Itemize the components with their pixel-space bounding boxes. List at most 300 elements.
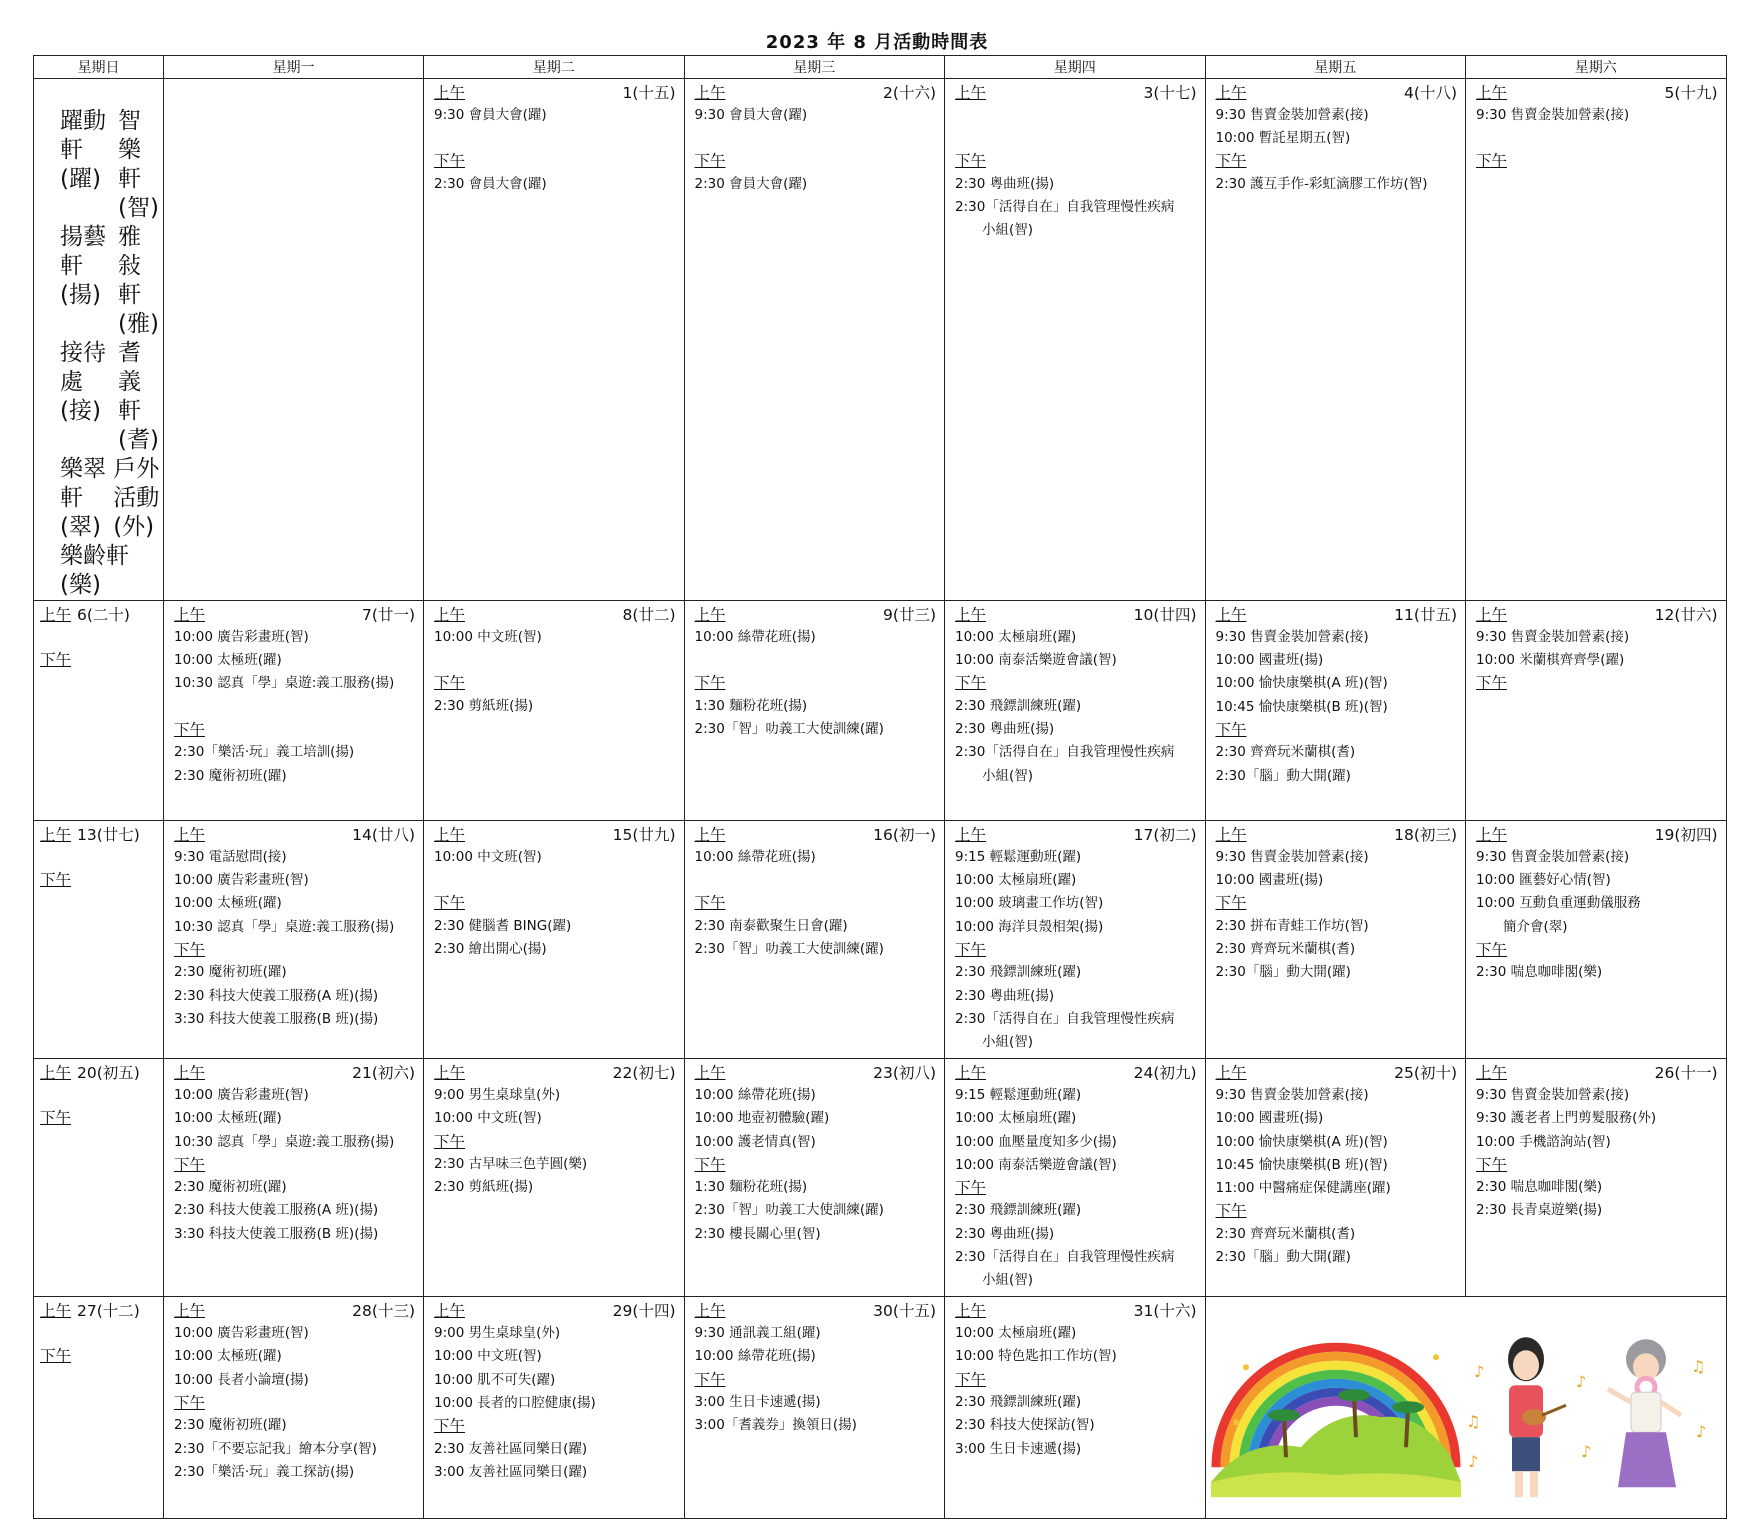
- day-header: [40, 824, 157, 846]
- event-item: 10:00 太極班(躍): [174, 1110, 282, 1127]
- event-item: 1:30 麵粉花班(揚): [694, 1179, 808, 1196]
- pm-label: 下午: [955, 1178, 987, 1197]
- am-label: 上午: [694, 826, 726, 844]
- day-content: [424, 1059, 684, 1203]
- event-item: 3:30 科技大使義工服務(B 班)(揚): [174, 1010, 379, 1027]
- pm-label: 下午: [955, 152, 987, 171]
- event-item: 2:30 飛鏢訓練班(躍): [955, 964, 1082, 981]
- event-item: 10:00 肌不可失(躍): [434, 1371, 556, 1388]
- pm-label: 下午: [955, 674, 987, 693]
- am-label: 上午: [955, 84, 987, 102]
- weekday-header: 星期日: [34, 56, 164, 79]
- day-content: [164, 821, 423, 1035]
- event-item: 2:30 古早味三色芋圓(樂): [434, 1156, 588, 1173]
- sunday-content: [34, 1297, 163, 1371]
- day-header: [434, 604, 676, 626]
- weekday-header: 星期六: [1466, 56, 1727, 79]
- event-item: 2:30 粵曲班(揚): [955, 175, 1055, 192]
- event-item: 2:30「智」叻義工大使訓練(躍): [694, 1202, 884, 1219]
- am-label: 上午: [434, 606, 466, 624]
- event-item: 10:00 米蘭棋齊齊學(躍): [1476, 652, 1625, 669]
- day-cell: [164, 601, 424, 821]
- day-cell: [684, 601, 945, 821]
- event-item: 2:30「智」叻義工大使訓練(躍): [694, 721, 884, 738]
- event-item: 2:30 齊齊玩米蘭棋(耆): [1215, 1225, 1356, 1242]
- day-header: [695, 1300, 937, 1322]
- am-label: 上午: [955, 1302, 987, 1321]
- event-item: 10:00 中文班(智): [434, 1348, 542, 1365]
- event-item: 10:00 絲帶花班(揚): [694, 1087, 816, 1104]
- day-number: 7(廿一): [362, 606, 415, 624]
- day-header: [1216, 824, 1458, 846]
- day-cell: [684, 1059, 945, 1297]
- pm-label: 下午: [1215, 1202, 1247, 1221]
- event-item: 9:30 售賣金裝加營素(接): [1215, 849, 1369, 865]
- day-cell: [1466, 601, 1727, 821]
- spacer: [434, 869, 676, 892]
- weekday-header: 星期一: [164, 56, 424, 79]
- legend-item: 智樂軒(智): [118, 108, 159, 221]
- day-content: [424, 79, 684, 200]
- day-cell: [1466, 1059, 1727, 1297]
- day-content: [1466, 601, 1726, 699]
- day-header: [40, 1062, 157, 1084]
- pm-label: 下午: [174, 1393, 206, 1412]
- legend-item: 雅敍軒(雅): [118, 224, 159, 337]
- spacer: [955, 127, 1197, 150]
- pm-label: 下午: [174, 940, 206, 959]
- day-cell: [1205, 79, 1466, 601]
- event-item: 10:00 太極扇班(躍): [955, 1110, 1077, 1127]
- spacer: [434, 649, 676, 672]
- pm-label: 下午: [694, 1370, 726, 1389]
- pm-label: 下午: [1476, 940, 1508, 959]
- event-item: 2:30 長青桌遊樂(揚): [1476, 1202, 1603, 1219]
- sunday-content: [34, 601, 163, 675]
- spacer: [40, 846, 157, 869]
- event-item: 10:45 愉快康樂棋(B 班)(智): [1215, 1156, 1388, 1173]
- event-item: 2:30 魔術初班(躍): [174, 964, 287, 981]
- event-item: 2:30「活得自在」自我管理慢性疾病: [955, 744, 1175, 761]
- weekday-header: 星期二: [424, 56, 685, 79]
- event-item: 10:00 太極扇班(躍): [955, 872, 1077, 889]
- event-item: 2:30 飛鏢訓練班(躍): [955, 697, 1082, 714]
- event-item: 小組(智): [982, 767, 1034, 784]
- event-item: 2:30 剪紙班(揚): [434, 1179, 534, 1196]
- am-label: 上午: [1215, 606, 1247, 624]
- event-item: 9:30 會員大會(躍): [694, 107, 808, 123]
- illustration-cell: [1205, 1297, 1726, 1518]
- day-number: 28(十三): [352, 1302, 415, 1321]
- day-content: [685, 1059, 945, 1250]
- legend-row: [60, 223, 163, 339]
- event-item: 9:15 輕鬆運動班(躍): [955, 849, 1082, 865]
- pm-label: 下午: [174, 1155, 206, 1174]
- event-item: 2:30 剪紙班(揚): [434, 697, 534, 714]
- am-label: 上午: [174, 606, 206, 624]
- am-label: 上午: [1476, 826, 1508, 844]
- event-item: 2:30 樓長關心里(智): [694, 1225, 821, 1242]
- event-item: 10:00 太極班(躍): [174, 1348, 282, 1365]
- am-label: 上午: [955, 1064, 987, 1083]
- day-header: [955, 604, 1197, 626]
- event-item: 10:00 中文班(智): [434, 1110, 542, 1127]
- event-item: 10:00 手機諮詢站(智): [1476, 1133, 1611, 1150]
- spacer: [1476, 127, 1718, 150]
- day-number: 3(十七): [1143, 84, 1197, 102]
- pm-label: 下午: [1476, 674, 1508, 693]
- legend-row: [60, 542, 163, 600]
- sunday-cell: [34, 821, 164, 1059]
- day-cell: [945, 1059, 1206, 1297]
- day-content: [945, 821, 1205, 1058]
- day-cell: [1205, 821, 1466, 1059]
- event-item: 2:30 會員大會(躍): [434, 175, 547, 192]
- event-item: 簡介會(翠): [1503, 918, 1568, 935]
- day-content: [1206, 79, 1466, 200]
- day-number: 24(初九): [1133, 1064, 1197, 1083]
- pm-label: 下午: [1476, 1155, 1508, 1174]
- spacer: [40, 626, 157, 649]
- event-item: 3:00 生日卡速遞(揚): [694, 1394, 821, 1411]
- day-content: [424, 601, 684, 722]
- event-item: 10:00 國畫班(揚): [1215, 652, 1324, 669]
- event-item: 10:00 海洋貝殼相架(揚): [955, 918, 1104, 935]
- am-label: 上午: [1476, 84, 1508, 102]
- day-content: [424, 1297, 684, 1488]
- day-cell: [684, 79, 945, 601]
- day-number: 13(廿七): [77, 826, 140, 844]
- day-cell: [424, 601, 685, 821]
- event-item: 2:30「腦」動大開(躍): [1215, 1248, 1351, 1265]
- event-item: 2:30 南泰歡聚生日會(躍): [694, 917, 848, 934]
- day-content: [685, 601, 945, 745]
- week-row: [34, 601, 1727, 821]
- day-header: [955, 82, 1197, 104]
- day-content: [164, 1297, 423, 1488]
- day-content: [1466, 1059, 1726, 1227]
- day-number: 17(初二): [1133, 826, 1197, 844]
- spacer: [695, 869, 937, 892]
- am-label: 上午: [1215, 1064, 1247, 1083]
- event-item: 小組(智): [982, 1272, 1034, 1289]
- day-content: [945, 1297, 1205, 1465]
- day-header: [434, 1062, 676, 1084]
- day-cell: [424, 821, 685, 1059]
- event-item: 2:30「樂活‧玩」義工培訓(揚): [174, 744, 355, 761]
- day-number: 15(廿九): [612, 826, 676, 844]
- day-number: 8(廿二): [622, 606, 676, 624]
- event-item: 10:00 暫託星期五(智): [1215, 130, 1351, 147]
- day-number: 14(廿八): [352, 826, 415, 844]
- pm-label: 下午: [955, 1370, 987, 1389]
- day-content: [1206, 601, 1466, 792]
- event-item: 2:30 飛鏢訓練班(躍): [955, 1202, 1082, 1219]
- day-content: [945, 601, 1205, 792]
- day-number: 27(十二): [77, 1302, 140, 1321]
- svg-text:♪: ♪: [1575, 1372, 1586, 1392]
- day-number: 10(廿四): [1133, 606, 1197, 624]
- day-header: [695, 824, 937, 846]
- event-item: 9:30 售賣金裝加營素(接): [1476, 1087, 1630, 1104]
- am-label: 上午: [694, 84, 726, 102]
- pm-label: 下午: [434, 1417, 466, 1436]
- day-number: 21(初六): [352, 1064, 415, 1083]
- event-item: 9:30 售賣金裝加營素(接): [1215, 107, 1369, 123]
- event-item: 10:00 南泰活樂遊會議(智): [955, 652, 1117, 669]
- event-item: 2:30「腦」動大開(躍): [1215, 964, 1351, 981]
- event-item: 2:30 喘息咖啡閣(樂): [1476, 1179, 1603, 1196]
- event-item: 10:00 太極扇班(躍): [955, 1325, 1077, 1342]
- event-item: 10:00 特色匙扣工作坊(智): [955, 1348, 1117, 1365]
- event-item: 2:30「活得自在」自我管理慢性疾病: [955, 1010, 1175, 1027]
- day-header: [955, 1300, 1197, 1322]
- event-item: 9:30 售賣金裝加營素(接): [1476, 629, 1630, 645]
- day-number: 2(十六): [883, 84, 936, 102]
- event-item: 10:00 匯藝好心情(智): [1476, 872, 1611, 889]
- event-item: 10:00 中文班(智): [434, 849, 542, 865]
- event-item: 10:00 廣告彩畫班(智): [174, 1325, 309, 1342]
- week-row: [34, 1297, 1727, 1518]
- event-item: 10:30 認真「學」桌遊:義工服務(揚): [174, 1133, 395, 1150]
- day-number: 20(初五): [77, 1064, 140, 1083]
- pm-label: 下午: [694, 152, 726, 171]
- room-legend: [34, 79, 163, 600]
- event-item: 10:00 國畫班(揚): [1215, 872, 1324, 889]
- event-item: 10:45 愉快康樂棋(B 班)(智): [1215, 698, 1388, 715]
- am-label: 上午: [694, 1064, 726, 1083]
- pm-label: 下午: [40, 1347, 72, 1366]
- legend-row: [60, 107, 163, 223]
- event-item: 10:00 太極班(躍): [174, 895, 282, 912]
- week-row: [34, 79, 1727, 601]
- day-cell: [945, 1297, 1206, 1518]
- am-label: 上午: [434, 826, 466, 844]
- event-item: 2:30「活得自在」自我管理慢性疾病: [955, 199, 1175, 216]
- event-item: 10:30 認真「學」桌遊:義工服務(揚): [174, 918, 395, 935]
- empty-day-cell: [164, 79, 424, 601]
- event-item: 10:00 太極扇班(躍): [955, 629, 1077, 645]
- pm-label: 下午: [174, 720, 206, 739]
- day-cell: [684, 1297, 945, 1518]
- day-content: [945, 1059, 1205, 1296]
- event-item: 10:00 互動負重運動儀服務: [1476, 895, 1641, 912]
- event-item: 9:30 通訊義工組(躍): [694, 1325, 821, 1342]
- am-label: 上午: [1476, 1064, 1508, 1083]
- day-number: 26(十一): [1654, 1064, 1718, 1083]
- event-item: 10:00 愉快康樂棋(A 班)(智): [1215, 1133, 1388, 1150]
- event-item: 2:30「活得自在」自我管理慢性疾病: [955, 1248, 1175, 1265]
- event-item: 2:30 科技大使義工服務(A 班)(揚): [174, 1202, 379, 1219]
- day-header: [1476, 82, 1718, 104]
- day-content: [945, 79, 1205, 246]
- day-header: [1476, 1062, 1718, 1084]
- legend-item: 樂齡軒(樂): [60, 543, 129, 598]
- day-header: [695, 82, 937, 104]
- day-number: 16(初一): [873, 826, 936, 844]
- event-item: 10:00 絲帶花班(揚): [694, 629, 816, 645]
- event-item: 2:30 粵曲班(揚): [955, 987, 1055, 1004]
- day-header: [174, 1062, 415, 1084]
- legend-item: 揚藝軒(揚): [60, 224, 106, 308]
- event-item: 小組(智): [982, 222, 1034, 239]
- event-item: 10:00 玻璃畫工作坊(智): [955, 895, 1104, 912]
- event-item: 3:00 友善社區同樂日(躍): [434, 1463, 588, 1480]
- day-content: [685, 1297, 945, 1441]
- event-item: 2:30 護互手作-彩虹滴膠工作坊(智): [1215, 175, 1428, 192]
- sunday-cell: [34, 601, 164, 821]
- event-item: 10:00 護老情真(智): [694, 1133, 816, 1150]
- event-item: 2:30 拼布青蛙工作坊(智): [1215, 917, 1369, 934]
- am-label: 上午: [955, 826, 987, 844]
- day-header: [695, 604, 937, 626]
- day-cell: [1466, 79, 1727, 601]
- day-number: 5(十九): [1664, 84, 1718, 102]
- day-cell: [424, 1059, 685, 1297]
- event-item: 10:00 血壓量度知多少(揚): [955, 1133, 1117, 1150]
- day-cell: [164, 1059, 424, 1297]
- event-item: 10:00 地壺初體驗(躍): [694, 1110, 830, 1127]
- sunday-content: [34, 821, 163, 895]
- pm-label: 下午: [1476, 152, 1508, 171]
- day-content: [685, 79, 945, 200]
- page-title: 2023 年 8 月活動時間表: [765, 32, 989, 53]
- weekday-header: 星期三: [684, 56, 945, 79]
- am-label: 上午: [40, 606, 72, 624]
- day-header: [434, 824, 676, 846]
- day-cell: [945, 821, 1206, 1059]
- pm-label: 下午: [434, 894, 466, 913]
- am-label: 上午: [434, 84, 466, 102]
- day-content: [1466, 79, 1726, 177]
- event-item: 2:30 齊齊玩米蘭棋(耆): [1215, 941, 1356, 958]
- day-header: [174, 604, 415, 626]
- legend-item: 耆義軒(耆): [118, 340, 159, 453]
- am-label: 上午: [174, 826, 206, 844]
- svg-text:♪: ♪: [1580, 1442, 1591, 1462]
- pm-label: 下午: [955, 940, 987, 959]
- svg-text:♫: ♫: [1690, 1357, 1705, 1377]
- am-label: 上午: [694, 1302, 726, 1321]
- am-label: 上午: [434, 1302, 466, 1321]
- event-item: 2:30「智」叻義工大使訓練(躍): [694, 941, 884, 958]
- day-header: [1216, 1062, 1458, 1084]
- pm-label: 下午: [1215, 152, 1247, 171]
- svg-text:♪: ♪: [1467, 1452, 1478, 1472]
- day-number: 31(十六): [1133, 1302, 1197, 1321]
- day-cell: [164, 821, 424, 1059]
- day-header: [1216, 82, 1458, 104]
- day-header: [40, 604, 157, 626]
- weekday-header: 星期五: [1205, 56, 1466, 79]
- event-item: 2:30 粵曲班(揚): [955, 721, 1055, 738]
- event-item: 2:30 會員大會(躍): [694, 175, 808, 192]
- pm-label: 下午: [40, 871, 72, 890]
- day-header: [955, 1062, 1197, 1084]
- day-number: 9(廿三): [883, 606, 936, 624]
- spacer: [174, 696, 415, 719]
- am-label: 上午: [1215, 84, 1247, 102]
- day-cell: [424, 79, 685, 601]
- day-cell: [424, 1297, 685, 1518]
- day-cell: [1205, 1059, 1466, 1297]
- day-cell: [1466, 821, 1727, 1059]
- spacer: [434, 127, 676, 150]
- day-content: [1466, 821, 1726, 989]
- day-content: [1206, 821, 1466, 989]
- day-header: [174, 824, 415, 846]
- day-number: 22(初七): [612, 1064, 676, 1083]
- event-item: 2:30「腦」動大開(躍): [1215, 767, 1351, 784]
- event-item: 9:00 男生桌球皇(外): [434, 1087, 561, 1104]
- event-item: 9:15 輕鬆運動班(躍): [955, 1087, 1082, 1104]
- day-number: 11(廿五): [1394, 606, 1457, 624]
- am-label: 上午: [694, 606, 726, 624]
- event-item: 2:30「不要忘記我」繪本分享(智): [174, 1440, 377, 1457]
- event-item: 2:30 飛鏢訓練班(躍): [955, 1394, 1082, 1411]
- day-cell: [945, 601, 1206, 821]
- am-label: 上午: [40, 826, 72, 844]
- day-header: [434, 82, 676, 104]
- pm-label: 下午: [434, 152, 466, 171]
- day-cell: [684, 821, 945, 1059]
- event-item: 10:00 中文班(智): [434, 629, 542, 645]
- day-content: [1206, 1059, 1466, 1273]
- event-item: 2:30 繪出開心(揚): [434, 941, 547, 958]
- event-item: 9:30 售賣金裝加營素(接): [1476, 849, 1630, 865]
- calendar-table: [33, 55, 1727, 1519]
- day-header: [955, 824, 1197, 846]
- day-content: [164, 601, 423, 792]
- am-label: 上午: [40, 1302, 72, 1321]
- day-number: 29(十四): [612, 1302, 676, 1321]
- event-item: 2:30 魔術初班(躍): [174, 1179, 287, 1196]
- pm-label: 下午: [1215, 720, 1247, 739]
- day-cell: [945, 79, 1206, 601]
- am-label: 上午: [1215, 826, 1247, 844]
- pm-label: 下午: [40, 651, 72, 670]
- event-item: 10:00 絲帶花班(揚): [694, 849, 816, 865]
- event-item: 3:00 生日卡速遞(揚): [955, 1440, 1082, 1457]
- event-item: 1:30 麵粉花班(揚): [694, 697, 808, 714]
- am-label: 上午: [40, 1064, 72, 1083]
- day-header: [174, 1300, 415, 1322]
- spacer: [40, 1322, 157, 1345]
- event-item: 10:00 廣告彩畫班(智): [174, 872, 309, 889]
- sunday-cell: [34, 1059, 164, 1297]
- day-number: 18(初三): [1394, 826, 1457, 844]
- week-row: [34, 1059, 1727, 1297]
- svg-text:♪: ♪: [1473, 1362, 1484, 1382]
- event-item: 10:00 廣告彩畫班(智): [174, 629, 309, 645]
- event-item: 11:00 中醫痛症保健講座(躍): [1215, 1179, 1391, 1196]
- event-item: 9:30 售賣金裝加營素(接): [1215, 1087, 1369, 1104]
- day-number: 30(十五): [873, 1302, 936, 1321]
- am-label: 上午: [434, 1064, 466, 1083]
- event-item: 10:00 廣告彩畫班(智): [174, 1087, 309, 1104]
- day-header: [1216, 604, 1458, 626]
- day-header: [1476, 824, 1718, 846]
- day-header: [695, 1062, 937, 1084]
- day-number: 4(十八): [1404, 84, 1457, 102]
- event-item: 2:30 健腦耆 BING(躍): [434, 917, 572, 934]
- event-item: 2:30 齊齊玩米蘭棋(耆): [1215, 744, 1356, 761]
- day-cell: [164, 1297, 424, 1518]
- event-item: 10:00 絲帶花班(揚): [694, 1348, 816, 1365]
- event-item: 2:30 友善社區同樂日(躍): [434, 1440, 588, 1457]
- sunday-content: [34, 1059, 163, 1133]
- pm-label: 下午: [694, 1155, 726, 1174]
